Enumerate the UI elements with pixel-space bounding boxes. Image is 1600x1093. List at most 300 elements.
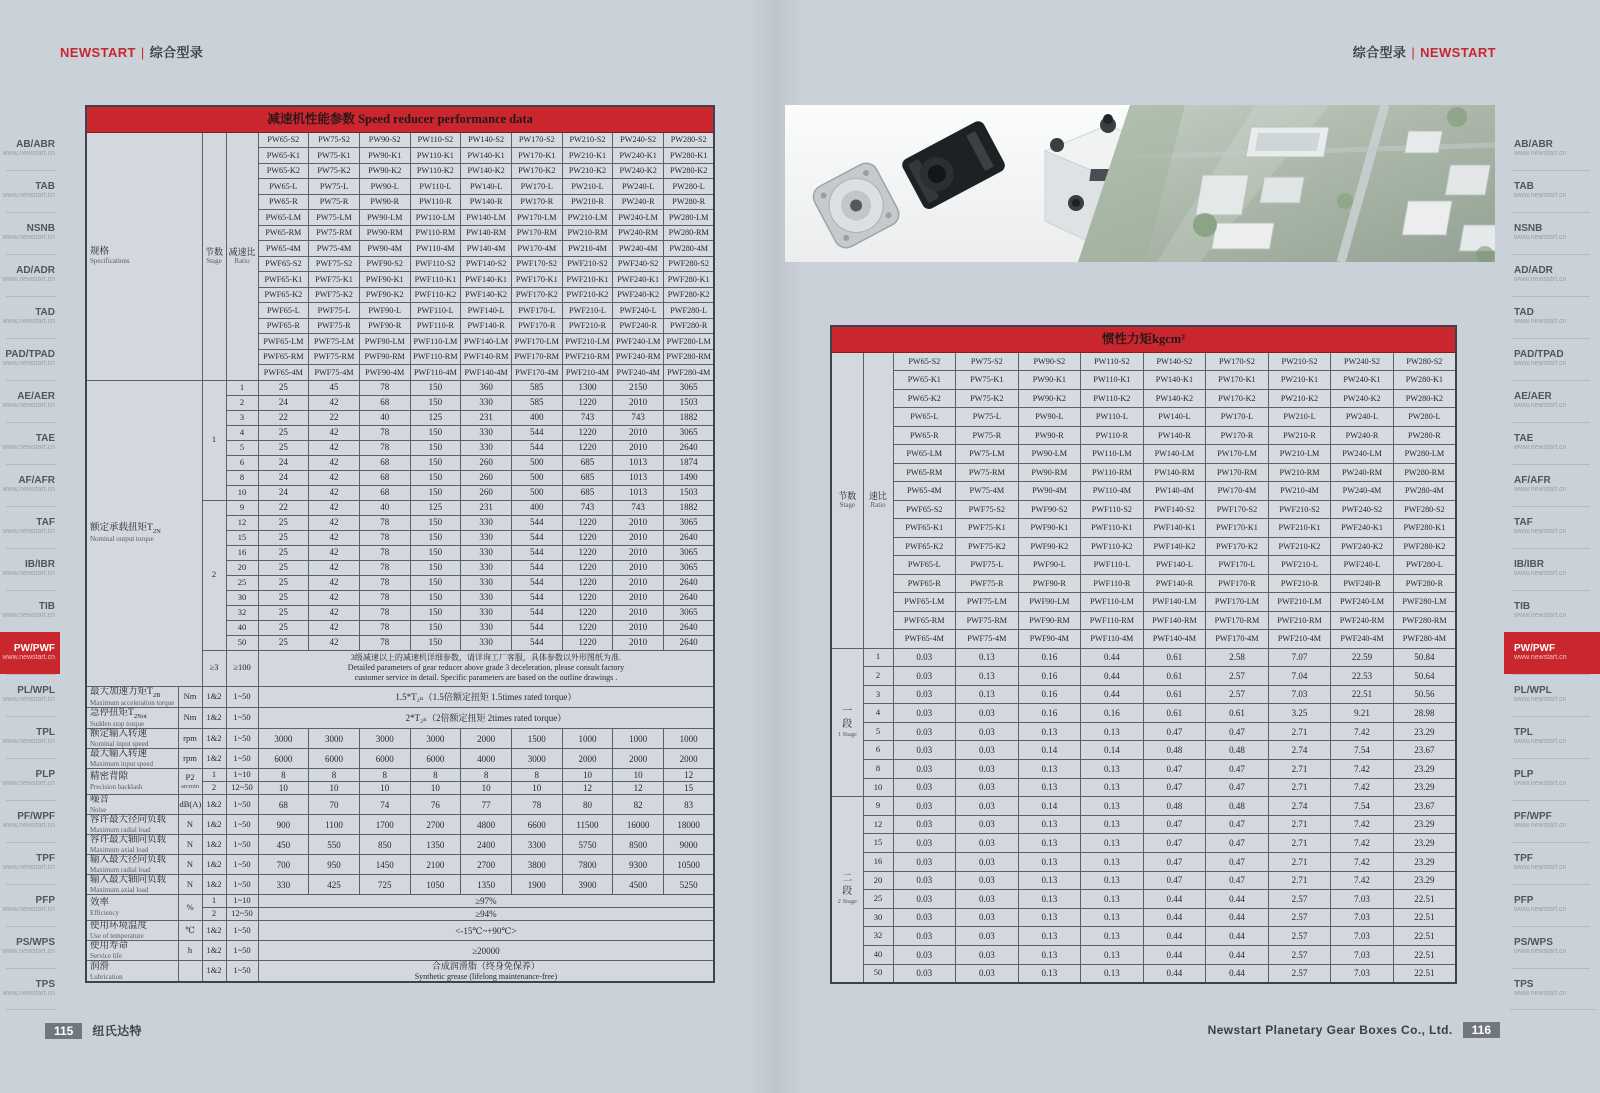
sidebar-item-url: www.newstart.cn <box>2 948 55 956</box>
value-cell: 8 <box>410 769 461 782</box>
value-cell: 330 <box>461 635 512 650</box>
value-cell: 1013 <box>613 455 664 470</box>
value-cell: 150 <box>410 425 461 440</box>
sidebar-item-ab-abr[interactable] <box>1504 128 1600 170</box>
value-cell: 2010 <box>613 530 664 545</box>
param-label: 输入最大径向负载 Maximum radial load <box>86 855 178 875</box>
sidebar-item-pad-tpad[interactable] <box>0 338 60 380</box>
value-cell: 3065 <box>664 605 715 620</box>
model-cell: PW210-RM <box>1268 463 1331 482</box>
value-cell: 25 <box>258 425 309 440</box>
model-cell: PW140-R <box>1143 426 1206 445</box>
model-cell: PW75-K2 <box>956 389 1019 408</box>
stage-cell: 1&2 <box>202 875 226 895</box>
model-cell: PW90-K2 <box>1018 389 1081 408</box>
model-cell: PWF280-RM <box>664 349 715 365</box>
model-cell: PW280-L <box>1393 408 1456 427</box>
model-cell: PWF90-K2 <box>359 287 410 303</box>
table-row <box>831 445 1456 464</box>
model-cell: PWF210-K2 <box>1268 537 1331 556</box>
sidebar-item-pad-tpad[interactable] <box>1504 338 1600 380</box>
sidebar-item-url: www.newstart.cn <box>1514 276 1567 284</box>
model-cell: PWF110-K2 <box>410 287 461 303</box>
ratio-cell: 50 <box>863 964 893 983</box>
model-cell: PW90-RM <box>1018 463 1081 482</box>
value-cell: 0.03 <box>956 815 1019 834</box>
value-cell: 8 <box>359 769 410 782</box>
sidebar-item-pf-wpf[interactable] <box>1504 800 1600 842</box>
table-row <box>831 519 1456 538</box>
value-cell: 78 <box>359 590 410 605</box>
value-cell: 0.48 <box>1206 741 1269 760</box>
stage-cell: 2 <box>202 782 226 795</box>
value-cell: 1450 <box>359 855 410 875</box>
value-cell: 0.47 <box>1206 815 1269 834</box>
ratio-cell: 6 <box>863 741 893 760</box>
sidebar-item-tps[interactable] <box>0 968 60 1010</box>
value-cell: 0.16 <box>1018 667 1081 686</box>
value-cell: 82 <box>613 795 664 815</box>
value-cell: 83 <box>664 795 715 815</box>
model-cell: PWF90-RM <box>359 349 410 365</box>
table-row <box>831 574 1456 593</box>
sidebar-item-pw-pwf[interactable] <box>0 632 60 674</box>
model-cell: PW90-K1 <box>1018 371 1081 390</box>
sidebar-item-pl-wpl[interactable] <box>1504 674 1600 716</box>
sidebar-item-pfp[interactable] <box>0 884 60 926</box>
value-cell: 0.47 <box>1206 760 1269 779</box>
model-cell: PWF110-K1 <box>410 272 461 288</box>
model-cell: PW110-L <box>410 179 461 195</box>
value-cell: 1500 <box>511 729 562 749</box>
sidebar-item-url: www.newstart.cn <box>2 864 55 872</box>
value-cell: 743 <box>562 410 613 425</box>
model-cell: PWF75-K2 <box>956 537 1019 556</box>
sidebar-item-af-afr[interactable] <box>0 464 60 506</box>
ratio-cell: 12 <box>226 515 258 530</box>
stage-column-header: 节数 Stage <box>831 352 863 648</box>
value-cell: 78 <box>359 605 410 620</box>
model-cell: PWF110-R <box>1081 574 1144 593</box>
sidebar-item-url: www.newstart.cn <box>1514 696 1567 704</box>
value-cell: 3.25 <box>1268 704 1331 723</box>
sidebar-item-nsnb[interactable] <box>0 212 60 254</box>
value-cell: 42 <box>309 470 360 485</box>
value-cell: 2010 <box>613 635 664 650</box>
value-cell: 1490 <box>664 470 715 485</box>
value-cell: 18000 <box>664 815 715 835</box>
sidebar-item-url: www.newstart.cn <box>2 990 55 998</box>
value-cell: 0.13 <box>1018 890 1081 909</box>
value-cell: 0.44 <box>1081 685 1144 704</box>
model-cell: PW170-R <box>511 194 562 210</box>
sidebar-item-tpf[interactable] <box>1504 842 1600 884</box>
ratio-cell: 1~10 <box>226 769 258 782</box>
ratio-cell: 5 <box>863 722 893 741</box>
value-cell: 0.13 <box>956 648 1019 667</box>
value-cell: 70 <box>309 795 360 815</box>
unit-cell: Nm <box>178 707 202 728</box>
sidebar-item-url: www.newstart.cn <box>1514 780 1567 788</box>
model-cell: PWF280-K2 <box>1393 537 1456 556</box>
param-label: 输入最大轴向负载 Maximum axial load <box>86 875 178 895</box>
table-row <box>831 815 1456 834</box>
value-cell: 50.56 <box>1393 685 1456 704</box>
value-cell: 7.42 <box>1331 871 1394 890</box>
value-cell: 0.47 <box>1206 871 1269 890</box>
model-cell: PW280-RM <box>1393 463 1456 482</box>
value-cell: 10 <box>309 782 360 795</box>
value-cell: 0.03 <box>893 648 956 667</box>
model-cell: PW65-S2 <box>258 132 309 148</box>
sidebar-item-url: www.newstart.cn <box>2 234 55 242</box>
value-cell: 1220 <box>562 560 613 575</box>
value-cell: 68 <box>359 485 410 500</box>
value-cell: 330 <box>461 575 512 590</box>
sidebar-item-url: www.newstart.cn <box>1514 360 1567 368</box>
sidebar-item-pl-wpl[interactable] <box>0 674 60 716</box>
stage-cell: 1&2 <box>202 686 226 707</box>
value-cell: 544 <box>511 590 562 605</box>
value-cell: 42 <box>309 500 360 515</box>
sidebar-item-tib[interactable] <box>1504 590 1600 632</box>
value-cell: 2.71 <box>1268 853 1331 872</box>
value-cell: 3000 <box>359 729 410 749</box>
sidebar-item-tab[interactable] <box>0 170 60 212</box>
model-cell: PW170-R <box>1206 426 1269 445</box>
model-cell: PW90-R <box>1018 426 1081 445</box>
factory-campus-aerial-image <box>1078 105 1495 262</box>
ratio-cell: 30 <box>863 908 893 927</box>
value-cell: 2010 <box>613 440 664 455</box>
value-cell: 24 <box>258 470 309 485</box>
sidebar-item-ae-aer[interactable] <box>1504 380 1600 422</box>
model-cell: PW75-4M <box>309 241 360 257</box>
sidebar-item-pw-pwf[interactable] <box>1504 632 1600 674</box>
value-cell: 0.03 <box>956 722 1019 741</box>
performance-table <box>85 105 715 983</box>
value-cell: 7.03 <box>1331 946 1394 965</box>
model-cell: PW280-K2 <box>664 163 715 179</box>
model-cell: PW210-4M <box>1268 482 1331 501</box>
sidebar-item-label: PW/PWF <box>1514 643 1556 655</box>
model-cell: PWF140-R <box>1143 574 1206 593</box>
value-cell: 0.03 <box>956 853 1019 872</box>
value-cell: 125 <box>410 500 461 515</box>
value-cell: 0.47 <box>1143 815 1206 834</box>
sidebar-item-tpl[interactable] <box>1504 716 1600 758</box>
stage-group-label: 一 段 1 Stage <box>831 648 863 797</box>
span-value-cell: ≥97% <box>258 895 714 908</box>
model-cell: PWF90-RM <box>1018 611 1081 630</box>
sidebar-item-url: www.newstart.cn <box>1514 990 1567 998</box>
model-cell: PW210-R <box>1268 426 1331 445</box>
value-cell: 2.74 <box>1268 797 1331 816</box>
value-cell: 2000 <box>461 729 512 749</box>
value-cell: 12 <box>562 782 613 795</box>
model-cell: PW240-RM <box>1331 463 1394 482</box>
model-cell: PW210-S2 <box>562 132 613 148</box>
sidebar-item-tib[interactable] <box>0 590 60 632</box>
model-cell: PWF210-RM <box>1268 611 1331 630</box>
model-cell: PWF110-S2 <box>1081 500 1144 519</box>
value-cell: 1220 <box>562 590 613 605</box>
stage-cell: 1 <box>202 769 226 782</box>
unit-cell: rpm <box>178 749 202 769</box>
model-cell: PWF280-LM <box>1393 593 1456 612</box>
model-cell: PWF110-4M <box>1081 630 1144 649</box>
model-cell: PWF140-4M <box>1143 630 1206 649</box>
value-cell: 9.21 <box>1331 704 1394 723</box>
model-cell: PWF65-K1 <box>258 272 309 288</box>
value-cell: 50.84 <box>1393 648 1456 667</box>
value-cell: 0.14 <box>1018 797 1081 816</box>
param-label: 效率 Efficiency <box>86 895 178 921</box>
table-row <box>831 648 1456 667</box>
ratio-cell: 4 <box>226 425 258 440</box>
value-cell: 7.03 <box>1331 908 1394 927</box>
value-cell: 0.44 <box>1206 946 1269 965</box>
sidebar-item-ib-ibr[interactable] <box>0 548 60 590</box>
sidebar-item-label: TIB <box>1514 601 1531 613</box>
value-cell: 1874 <box>664 455 715 470</box>
sidebar-item-label: TAE <box>1514 433 1534 445</box>
value-cell: 2010 <box>613 545 664 560</box>
model-cell: PWF75-RM <box>956 611 1019 630</box>
param-label: 润滑 Lubrication <box>86 961 178 982</box>
sidebar-item-tae[interactable] <box>1504 422 1600 464</box>
ratio-cell: 3 <box>863 685 893 704</box>
model-cell: PW240-K2 <box>1331 389 1394 408</box>
model-cell: PWF170-4M <box>1206 630 1269 649</box>
sidebar-item-ps-wps[interactable] <box>1504 926 1600 968</box>
table-row <box>831 556 1456 575</box>
value-cell: 150 <box>410 470 461 485</box>
sidebar-item-pfp[interactable] <box>1504 884 1600 926</box>
value-cell: 544 <box>511 605 562 620</box>
model-cell: PW90-K2 <box>359 163 410 179</box>
value-cell: 0.13 <box>956 667 1019 686</box>
value-cell: 68 <box>258 795 309 815</box>
model-cell: PW280-R <box>1393 426 1456 445</box>
sidebar-item-url: www.newstart.cn <box>2 444 55 452</box>
model-cell: PW140-4M <box>461 241 512 257</box>
value-cell: 1050 <box>410 875 461 895</box>
model-cell: PWF210-K1 <box>562 272 613 288</box>
value-cell: 400 <box>511 500 562 515</box>
sidebar-item-tad[interactable] <box>0 296 60 338</box>
sidebar-item-url: www.newstart.cn <box>2 696 55 704</box>
model-cell: PW110-4M <box>410 241 461 257</box>
value-cell: 25 <box>258 605 309 620</box>
sidebar-item-url: www.newstart.cn <box>2 822 55 830</box>
value-cell: 10 <box>562 769 613 782</box>
sidebar-item-label: TAD <box>35 307 55 319</box>
value-cell: 78 <box>359 635 410 650</box>
value-cell: 0.03 <box>956 760 1019 779</box>
value-cell: 7.42 <box>1331 853 1394 872</box>
value-cell: 0.14 <box>1018 741 1081 760</box>
sidebar-item-taf[interactable] <box>1504 506 1600 548</box>
sidebar-item-tab[interactable] <box>1504 170 1600 212</box>
value-cell: 23.29 <box>1393 778 1456 797</box>
model-cell: PW140-L <box>461 179 512 195</box>
value-cell: 42 <box>309 605 360 620</box>
value-cell: 2.71 <box>1268 722 1331 741</box>
value-cell: 685 <box>562 485 613 500</box>
value-cell: 0.44 <box>1081 648 1144 667</box>
model-cell: PW170-RM <box>1206 463 1269 482</box>
value-cell: 1220 <box>562 605 613 620</box>
sidebar-item-ad-adr[interactable] <box>1504 254 1600 296</box>
sidebar-item-tad[interactable] <box>1504 296 1600 338</box>
model-cell: PW280-R <box>664 194 715 210</box>
value-cell: 260 <box>461 455 512 470</box>
model-cell: PW90-K1 <box>359 148 410 164</box>
model-cell: PW65-K1 <box>893 371 956 390</box>
sidebar-item-ib-ibr[interactable] <box>1504 548 1600 590</box>
sidebar-item-tpf[interactable] <box>0 842 60 884</box>
sidebar-item-af-afr[interactable] <box>1504 464 1600 506</box>
model-cell: PW210-R <box>562 194 613 210</box>
model-cell: PWF210-L <box>1268 556 1331 575</box>
ratio-cell: 32 <box>863 927 893 946</box>
model-cell: PWF75-4M <box>309 365 360 381</box>
value-cell: 0.16 <box>1081 704 1144 723</box>
sidebar-item-taf[interactable] <box>0 506 60 548</box>
model-cell: PWF170-L <box>1206 556 1269 575</box>
sidebar-item-ps-wps[interactable] <box>0 926 60 968</box>
table-row <box>86 769 714 782</box>
model-cell: PWF210-S2 <box>562 256 613 272</box>
value-cell: 9000 <box>664 835 715 855</box>
value-cell: 24 <box>258 455 309 470</box>
model-cell: PW280-K1 <box>664 148 715 164</box>
value-cell: 0.03 <box>893 741 956 760</box>
value-cell: 0.47 <box>1143 760 1206 779</box>
value-cell: 42 <box>309 455 360 470</box>
stage-cell: ≥3 <box>202 650 226 686</box>
sidebar-item-url: www.newstart.cn <box>2 738 55 746</box>
value-cell: 10 <box>410 782 461 795</box>
table-row <box>831 853 1456 872</box>
model-cell: PW110-R <box>410 194 461 210</box>
value-cell: 0.03 <box>893 890 956 909</box>
value-cell: 700 <box>258 855 309 875</box>
value-cell: 22 <box>258 500 309 515</box>
sidebar-item-nsnb[interactable] <box>1504 212 1600 254</box>
model-cell: PW110-RM <box>410 225 461 241</box>
sidebar-item-plp[interactable] <box>0 758 60 800</box>
model-cell: PWF65-K1 <box>893 519 956 538</box>
param-label: 急停扭矩$T_{2Not}$ Sudden stop torque <box>86 707 178 728</box>
value-cell: 0.47 <box>1206 853 1269 872</box>
sidebar-item-label: TAB <box>1514 181 1534 193</box>
value-cell: 23.29 <box>1393 722 1456 741</box>
sidebar-item-label: TAF <box>36 517 55 529</box>
unit-cell: % <box>178 895 202 921</box>
ratio-cell: 1~10 <box>226 895 258 908</box>
ratio-cell: 1~50 <box>226 729 258 749</box>
model-cell: PW90-S2 <box>1018 352 1081 371</box>
ratio-cell: 2 <box>863 667 893 686</box>
model-cell: PWF170-K2 <box>511 287 562 303</box>
table-row <box>831 667 1456 686</box>
value-cell: 8500 <box>613 835 664 855</box>
sidebar-item-plp[interactable] <box>1504 758 1600 800</box>
ratio-cell: 3 <box>226 410 258 425</box>
sidebar-item-url: www.newstart.cn <box>1514 612 1567 620</box>
model-cell: PW75-S2 <box>956 352 1019 371</box>
value-cell: 3065 <box>664 425 715 440</box>
value-cell: 330 <box>258 875 309 895</box>
model-cell: PWF170-LM <box>511 334 562 350</box>
model-cell: PWF210-LM <box>562 334 613 350</box>
sidebar-item-pf-wpf[interactable] <box>0 800 60 842</box>
sidebar-item-ab-abr[interactable] <box>0 128 60 170</box>
model-cell: PWF240-L <box>1331 556 1394 575</box>
sidebar-item-ad-adr[interactable] <box>0 254 60 296</box>
value-cell: 0.16 <box>1018 648 1081 667</box>
model-cell: PW170-LM <box>1206 445 1269 464</box>
value-cell: 1220 <box>562 395 613 410</box>
value-cell: 7.42 <box>1331 760 1394 779</box>
value-cell: 0.13 <box>1081 946 1144 965</box>
model-cell: PWF140-RM <box>461 349 512 365</box>
model-cell: PWF240-LM <box>1331 593 1394 612</box>
model-cell: PWF75-LM <box>309 334 360 350</box>
model-cell: PWF210-S2 <box>1268 500 1331 519</box>
value-cell: 2.71 <box>1268 871 1331 890</box>
sidebar-item-tae[interactable] <box>0 422 60 464</box>
sidebar-right <box>1504 128 1600 1010</box>
table-row <box>831 890 1456 909</box>
value-cell: 425 <box>309 875 360 895</box>
stage-cell: 1&2 <box>202 707 226 728</box>
value-cell: 0.03 <box>956 797 1019 816</box>
sidebar-item-tps[interactable] <box>1504 968 1600 1010</box>
model-cell: PW65-4M <box>258 241 309 257</box>
sidebar-item-url: www.newstart.cn <box>1514 906 1567 914</box>
sidebar-item-ae-aer[interactable] <box>0 380 60 422</box>
model-cell: PW65-R <box>258 194 309 210</box>
model-cell: PWF280-LM <box>664 334 715 350</box>
model-cell: PWF240-4M <box>613 365 664 381</box>
sidebar-item-url: www.newstart.cn <box>2 360 55 368</box>
sidebar-item-url: www.newstart.cn <box>1514 150 1567 158</box>
value-cell: 25 <box>258 575 309 590</box>
value-cell: 78 <box>359 425 410 440</box>
value-cell: 3000 <box>258 729 309 749</box>
value-cell: 0.03 <box>956 927 1019 946</box>
performance-table-title: 减速机性能参数 Speed reducer performance data <box>86 106 714 132</box>
sidebar-item-tpl[interactable] <box>0 716 60 758</box>
value-cell: 1013 <box>613 485 664 500</box>
table-row <box>86 961 714 982</box>
param-label: 容许最大轴向负载 Maximum axial load <box>86 835 178 855</box>
param-label: 最大输入转速 Maximum input speed <box>86 749 178 769</box>
value-cell: 0.03 <box>956 778 1019 797</box>
ratio-cell: 12~50 <box>226 908 258 921</box>
value-cell: 25 <box>258 440 309 455</box>
stage-group-label: 二 段 2 Stage <box>831 797 863 983</box>
model-cell: PWF65-4M <box>258 365 309 381</box>
ratio-cell: 9 <box>226 500 258 515</box>
model-cell: PWF280-RM <box>1393 611 1456 630</box>
stage-cell: 2 <box>202 908 226 921</box>
value-cell: 0.03 <box>893 964 956 983</box>
value-cell: 0.13 <box>1081 815 1144 834</box>
